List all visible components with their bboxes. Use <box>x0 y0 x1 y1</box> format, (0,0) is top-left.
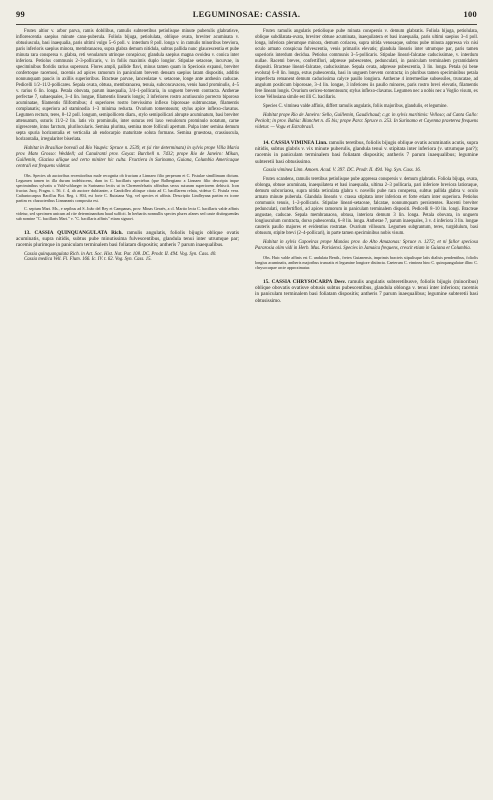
variety-note: C. sepium Mart. Ms., e sepibus ad S. João del Rey et Campanas, prov. Minas Geraës, a cl. Martio lecta C. bacillaris valde affinis videtur, sed specimen unicum ad rite determinandum haud sufficit. In herbariis nonnullis species plures afanes sed caute distinguendas sub nomine "C. bacillaris Mart." v. "C. bacillaris affinis" etiam signavi. <box>16 205 239 221</box>
running-title: LEGUMINOSAE: CASSIA. <box>192 10 301 19</box>
species-14-observation: Obs. Huic valde affinis est C. undulata Benth., fretex Guianensis, imprimis bracteis stipulisque latis dialisis pendentibus, foliolis longius acuminatis, antheris majoribus truncatis et legumine longiore distincta. Caeterum C. viminea hinc C. quinquangulatae illinc C. chrysocarpae arcte approximatur. <box>255 254 478 270</box>
species-13-citation: Cassia quinquangulata Rich. in Act. Soc. Hist. Nat. Par. 108. DC. Prodr. II. 494. Vog. Syn. Cass. 40. <box>24 251 217 257</box>
species-14-title: 14. CASSIA VIMINEA Linn. <box>263 139 328 146</box>
page-number-left: 99 <box>16 10 25 19</box>
species-15-diagnosis: ramulis angulatis subteretibusve, foliolis bijugis (minoribus) oblique obovatis ovatisve obtusis subtus pubescentibus, glandula oblonga v. tenui inter inferiora; racemis in paniculam terminalem basi foliatam dispositis; antheris 7 parum inaequalibus; legumine subteretii basi obtusissimo. <box>255 278 479 304</box>
habitat-paragraph: Habitat in Brasiliae boreali ad Rio Vaupés: Spruce n. 2539, et (si rite determinata) in sylvis prope Villa Maria prov. Mato Grosso: Weddell; ad Canulranti prov. Goyaz: Burchell n. 7432; prope Rio de Janeiro: Mikan, Guillemin, Glaziou aliique sed certo miniter hic culta. Fructiera in Surinamo, Guiana, Columbia Americaque centrali est frequens videtur. <box>16 146 239 169</box>
species-15-title: 15. CASSIA CHRYSOCARPA Desv. <box>263 278 346 285</box>
running-header <box>16 10 477 22</box>
species-14-heading <box>255 140 478 165</box>
species-description: Frutex altior v. arbor parva, ramis dobilibus, ramulis subteretibus petiolisque minute puberulis glabratisve, inflorescentia saepius minute cano-puberula. Foliola bijuga, petiolulata, oblique ovata, breviter acuminata v. obtusiuscula, basi inaequalia, paris ultimi vulgo 5–6 poll. v. interdum 8 poll. longa v. in ramulis minoribus breviora, paris inferioris saepius minora, membranacea, supra glabra demum nitidula, subtus pallida nunc glaucescentia et pube minuta rara conspersa v. glabra, reti venularum utrinque conspicuo; glandula saepius magna ovoidea v. conica inter inferiora. Petiolus communis 2–3-pollicaris, v. in foliis maximis duplo longior. Stipulae setaceae, incurvae, in speciminibus floridis rarius supersunt. Flores ampli, pallide flavi, minus tamen quam in Speciosis expansi, breviter confertoque racemosi, racemis ad apices ramorum in paniculam brevem densam saepius latam dispositis, additis nonnunquam paucis in axillis superioribus. Bracteae parvae, lanceolatae v. setaceae, longe ante anthesin caducae. Pedicelli 1/2–11/2-pollicares. Sepala ovata, obtusa, membranacea, tenuia, subconcavacea, venis haud prominulis, 4–5 v. rarius 6 lin. longa. Petala obovata, parum inaequalia, 3/4–1-pollicaria, in unguem brevem contracta. Antherae perfectae 7, subaequales, 3–4 lin. longae, filamentis linearis longis; 3 inferiores rostro acutiusculo porrecto biporoso acuminatae, filamentis filiformibus; 4 superiores rostro brevissimo inflexo biporosae subtruncatae, filamentis complanatis; superiora ad staminodia 1–3 minima reducta. Ovarium tomentosum; stylus apice inflexo-clavatus. Legumen rectum, teres, 8–12 poll. longum, semipollicem diam., stylo semipollicari abrupte acuminatum, basi breviter attenuatum, suturis 11/2–2 lin. latis vix prominulis, inter suturas reti laxo venulorum prominulo notatum, carne nigrescente, intus farctum, plurilocularis. Semina plurima, semina more folliculi apertum. Pulpa inter semina demum septa spuria horizontalia et verticalia ab endocarpio maturitate soluta formans. Semina gruestosa, crassiuscula, horizontalia, irregulariter biseriata. <box>16 29 239 142</box>
page-number-right: 100 <box>463 10 477 19</box>
species-14-description: Frutex scandens, ramulis teretibus petiolisque pube appressa conspersis v. demum glabratis. Foliola bijuga, ovata, oblonga, obtuse acuminata, inaequilatera et basi inaequalia, ultima 2–3 pollicaria, pari inferiore breviora latioraque, demum subcoriacea, supra nitida reticulata glabra v. novellis pube rara conspersa, subtus pallida glabra v. oculo armato minute puberula. Glandula linearis v. crassa stipitata inter inferiora et forte etiam inter superiora. Petiolus communis tenuis, 1–2-pollicaris. Stipulae lineari-setaceae, falcatae, nonnumquam persistentes. Racemi breviter pedunculati, confertiflori, ad apices ramorum in paniculam terminalem dispositi. Pedicelli 8–10 lin. longi. Bracteae angustae, caducae. Sepala membranacea, obtusa, interiora demum 3 lin. longa. Petala obovata, in unguem longiusculum contracta, dorso pubescentia, 6–8 lin. longa. Antherae 7, parum inaequales, 3 v. 4 inferiora 3 lin. longae cauteris paullo majores et evidentius rostratae. Ovarium villosum. Legumen subgrantum, teres, turgidulum, basi obtusum, stipite brevi (2–4-pollicari), in parte tamen speciminibus nobis visum. <box>255 176 478 236</box>
species-13-habitat: Habitat prope Rio de Janeiro: Sello, Guillemin, Gaudichaud; c.gr. in sylvis maritimis: Velloso; ad Canta Gallo: Peckolt; in prov. Bahia: Blanchet n. 45 bis; prope Para: Spruce n. 253. In Surinamo et Cayenna praeterea frequens videtur. — Vogu et Estrabrasil. <box>255 113 478 130</box>
species-13-citation-2: Cassia medica Vell. Fl. Flum. 166. Ic. IV. t. 62. Vog. Syn. Cass. 15. <box>24 257 152 263</box>
species-13-description: Frutex ramulis angulatis petiolisque pube minuta conspersis v. demum glabratis. Foliola bijuga, petiolulata, oblique subdilatata-ovata, breviter obtuse acuminata, inaequilatera et basi inaequalia, paris ultimi saepius 3–4 poll. longa, inferiora plerumque minora, demum coriacea, supra nitida venosaque, subtus pube minuta appressa vix nisi oculo armato conspicua fulvescentia, venis primariis elevatis; glandula linearis inter utrumque par, paris tamen superioris interdum decidua. Petiolus communis 3–5-pollicaris. Stipulae lineari-falcatae caducissimae, v. interdum nullae. Racemi breves, confertiflori, adpresse pubescentes, pedunculati, in paniculam terminalem pyramidalem dispositi. Bracteae lineari-falcatae, caducissimae. Sepala ovata, adpresse pubescentia, 3 lin. longa. Petala (si bene evoluta) 6–8 lin. longa, extus pubescentia, basi in unguem brevem contracta; in pluribus tamen speciminibus petala imperfecta remanent demum caducissima calyce paullo longiora. Antherae 4 intermediae subsessiles, truncatae, ad angulum positicum biporosae, 3–4 lin. longae, 3 inferiores iis paullo minores, paris rostro brevi elevatis, filamentis fere lineam longis. Ovarium sericeo-tomentosum; stylus inflexo-clavatus. Legumen nec a nobis nec a Voglio visum, ex icone Vellosiana simile est illi C. bacillaris. <box>255 29 478 100</box>
header-rule <box>16 24 477 25</box>
species-13-title: 13. CASSIA QUINQUANGULATA Rich. <box>24 229 123 236</box>
left-column <box>16 29 239 263</box>
species-13-diagnosis: ramulis angulatis, foliolis bijugis oblique ovatis acuminatis, supra nitidis, subtus pube minutissima fulvescentibus, glandula tenui inter utrumque par; racemis plurimque in paniculam terminalem basi foliatam dispositis; antheris 7 parum inaequalibus. <box>16 229 240 249</box>
right-column <box>255 29 478 304</box>
species-13-heading <box>16 230 239 249</box>
species-affinity-note: Species C. viminea valde affinis, differt ramulis angulatis, foliis majoribus, glandulis, et legumine. <box>263 104 448 109</box>
species-15-heading <box>255 279 478 304</box>
observation-paragraph: Obs. Species ab auctoribus recentioribus male recognita ob fructum a Linnaeo filio perperam et C. Fistulae simillimum dictum. Legumen tamen in illa durum indehiscens, dum in C. bacillaris speciebus (que Balbergiano a Linnaeo filio descripta inque speciminibus sylvatis a Vahl-schlaeger in Surinamo lectis ut in Chrenenfelsatis affinibus secus suturam superiorem dehiscit. Icon fructus Jacq. Fragm. t. 56. f. 4, ab auctore dubitanter, a Candolleo aliisque citata ad C. bacillarem relata, videtur C. Fistula vera. Cathartocarpus Bacillus Bot. Reg. t. 804, est forte C. Ruiziana Vog. vel species ei affinis. Descriptio Lindleyana partim ex icone partim ex characteribus Linnaeanis composita est. <box>16 172 239 203</box>
species-14-citation: Cassia viminea Linn. Amoen. Acad. V. 397. DC. Prodr. II. 494. Vog. Syn. Cass. 16. <box>263 167 421 173</box>
species-14-habitat: Habitat in sylvis Capoeiras prope Manáos prov. do Alto Amazonas: Spruce n. 1272; et ni fallor speciosa Pararosia olim vidi in Herb. Mus. Parisiensi. Species in Jamaica frequens, crescit etiam in Guiana et Columbia. <box>255 239 478 251</box>
species-14-diagnosis: ramulis teretibus, foliolis bijugis oblique ovatis acuminatis acutis, supra nitidis, subtus glabris v. vix minute puberulis, glandula tenui v. stipitata inter inferiora (v. utrumque par?); racemis in paniculam terminalem basi foliatam dispositis; antheris 7 parum inaequalibus; legumine subteretii basi obtusissimo. <box>255 139 478 165</box>
